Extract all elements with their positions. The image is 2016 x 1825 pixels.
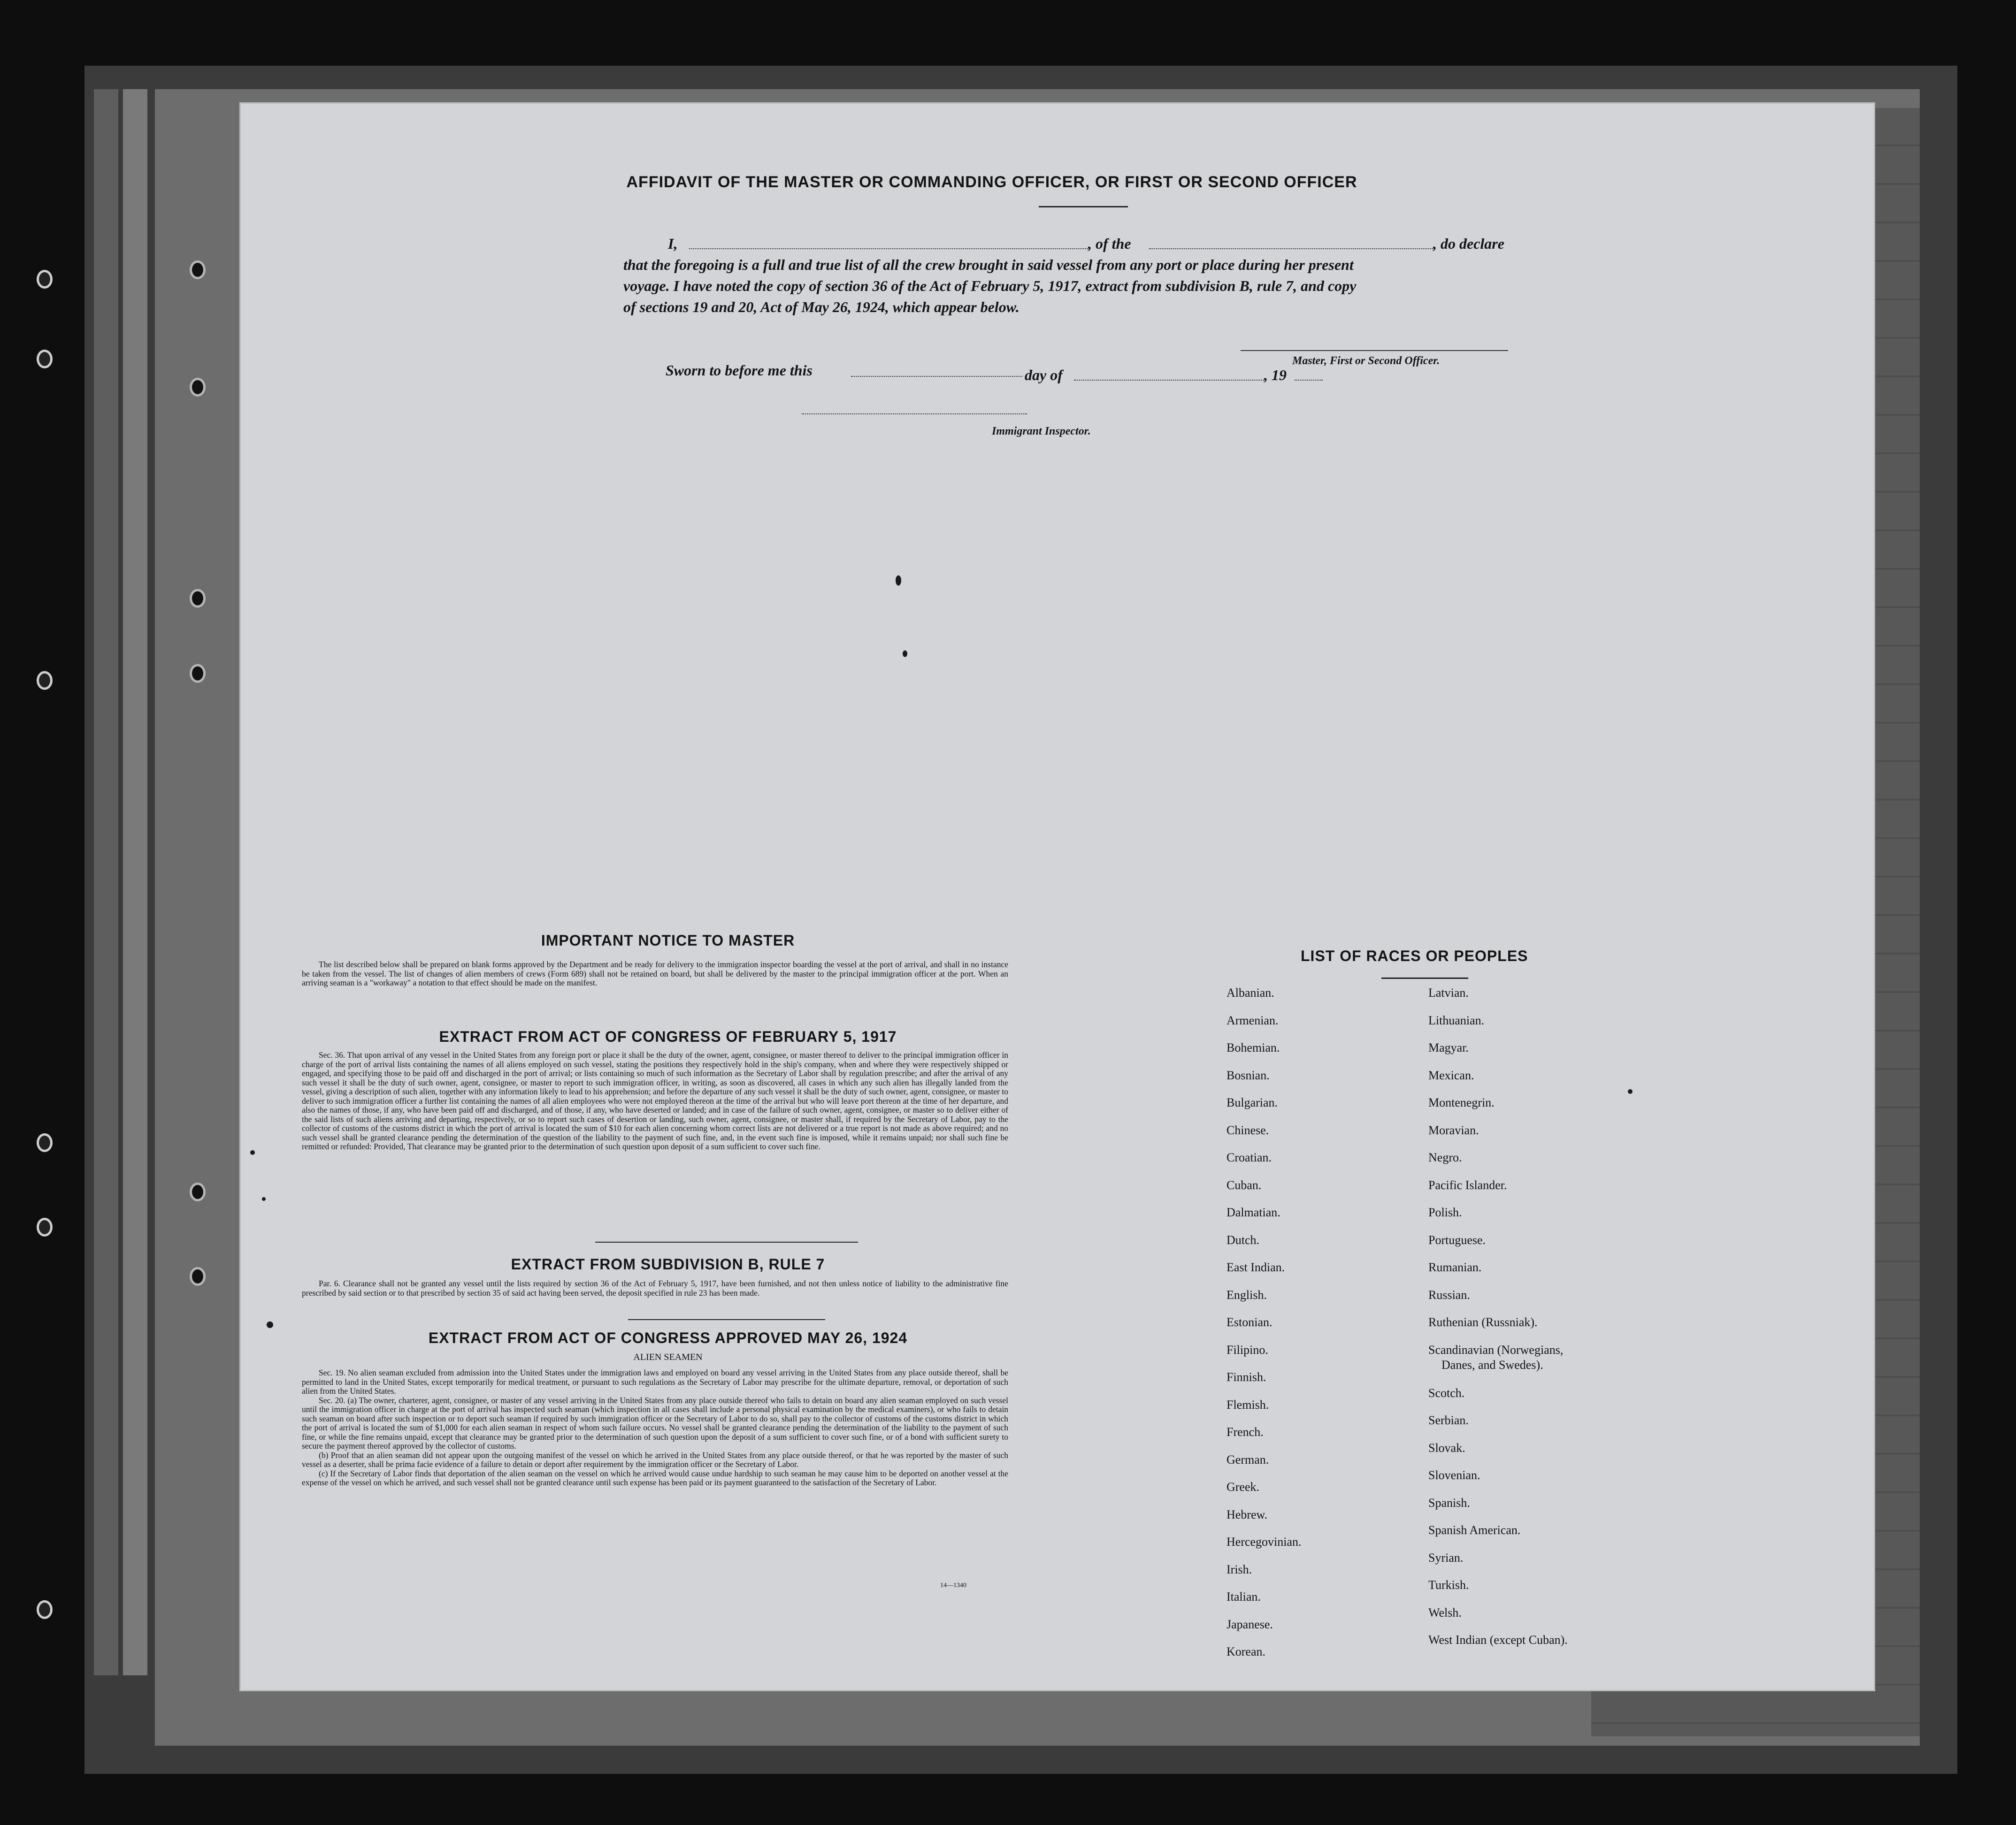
ink-speck <box>1628 1089 1633 1094</box>
extract-1917-body <box>302 1051 1008 1152</box>
race-item: Lithuanian. <box>1428 1014 1485 1027</box>
race-item: Estonian. <box>1226 1315 1272 1329</box>
race-item: Moravian. <box>1428 1123 1479 1137</box>
affidavit-of-the: , of the <box>1088 235 1131 252</box>
affidavit-declare: , do declare <box>1433 235 1504 252</box>
race-item: Filipino. <box>1226 1343 1268 1357</box>
race-item: Magyar. <box>1428 1041 1469 1054</box>
title-underline <box>1039 206 1128 207</box>
race-item: Hercegovinian. <box>1226 1535 1302 1549</box>
binder-hole-icon <box>190 664 206 683</box>
ink-speck <box>903 650 907 657</box>
race-item: Portuguese. <box>1428 1233 1486 1247</box>
race-item: Spanish American. <box>1428 1523 1521 1537</box>
races-title-underline <box>1381 977 1468 979</box>
sworn-month-blank <box>1074 380 1264 381</box>
alien-seamen-subtitle: ALIEN SEAMEN <box>633 1352 703 1362</box>
affidavit-i: I, <box>668 235 678 252</box>
section-36-paragraph: Sec. 36. That upon arrival of any vessel in the United States from any foreign port or place it shall be the duty of the owner, agent, consignee, or master thereof to deliver to the principal immigration officer in charge of the port of arrival lists containing the names of all aliens employed on such vessel, stating the positions they respectively hold in the ship's company, when and where they were respectively shipped or engaged, and specifying those to be paid off and discharged in the port of arrival; or lists containing so much of such information as the Secretary of Labor shall by regulation prescribe; and after the arrival of any such vessel it shall be the duty of such owner, agent, consignee, or master to report to such immigration officer, in writing, as soon as discovered, all cases in which any such alien has illegally landed from the vessel, giving a description of such alien, together with any information likely to lead to his apprehension; and before the departure of any such vessel it shall be the duty of such owner, agent, consignee, or master to deliver to such immigration officer a further list containing the names of all alien employees who were not employed thereon at the time of the arrival but who will leave port thereon at the time of her departure, and also the names of those, if any, who have been paid off and discharged, and of those, if any, who have deserted or landed; and in case of the failure of such owner, agent, consignee, or master so to deliver either of the said lists of such aliens arriving and departing, respectively, or so to report such cases of desertion or landing, such owner, agent, consignee, or master shall, if required by the Secretary of Labor, pay to the collector of customs of the customs district in which the port of arrival is located the sum of $10 for each alien concerning whom correct lists are not delivered or a true report is not made as above required; and no such vessel shall be granted clearance pending the determination of the question of the liability to the payment of such fine, and, in the event such fine is imposed, while it remains unpaid; nor shall such fine be remitted or refunded: Provided, That clearance may be granted prior to the determination of such question upon deposit of a sum sufficient to cover such fine. <box>302 1050 1008 1151</box>
race-item: Danes, and Swedes). <box>1441 1358 1543 1372</box>
binder-strip <box>123 89 147 1675</box>
binder-hole-icon <box>37 270 53 289</box>
race-item: Finnish. <box>1226 1370 1266 1384</box>
binder-strip <box>94 89 118 1675</box>
races-left-column <box>1226 986 1344 1680</box>
race-item: Slovenian. <box>1428 1468 1480 1482</box>
race-item: Cuban. <box>1226 1178 1262 1192</box>
race-item: Mexican. <box>1428 1069 1474 1082</box>
race-item: Flemish. <box>1226 1398 1269 1412</box>
affidavit-line-2: that the foregoing is a full and true list of all the crew brought in said vessel from any port or place during her present <box>623 256 1354 273</box>
race-item: Japanese. <box>1226 1618 1273 1631</box>
race-item: Dalmatian. <box>1226 1206 1280 1219</box>
race-item: Pacific Islander. <box>1428 1178 1507 1192</box>
race-item: Russian. <box>1428 1288 1470 1302</box>
race-item: Korean. <box>1226 1645 1266 1658</box>
race-item: Serbian. <box>1428 1413 1469 1427</box>
binder-hole-icon <box>37 671 53 690</box>
binder-hole-icon <box>190 589 206 608</box>
race-item: English. <box>1226 1288 1267 1302</box>
sworn-day-blank <box>851 376 1022 377</box>
race-item: Bosnian. <box>1226 1069 1270 1082</box>
race-item: Armenian. <box>1226 1014 1279 1027</box>
rule7-paragraph: Par. 6. Clearance shall not be granted any vessel until the lists required by section 36 of the Act of February 5, 1917, have been furnished, and not then unless notice of liability to the administrative fine prescribed by said section or to that prescribed by section 35 of said act having been served, the deposit specified in rule 23 has been made. <box>302 1279 1008 1298</box>
race-item: Welsh. <box>1428 1606 1462 1619</box>
sworn-label: Sworn to before me this <box>666 362 813 379</box>
race-item: Bulgarian. <box>1226 1096 1278 1109</box>
race-item: Scandinavian (Norwegians, <box>1428 1343 1564 1357</box>
notice-title: IMPORTANT NOTICE TO MASTER <box>541 932 795 949</box>
notice-body <box>302 960 1008 988</box>
binder-hole-icon <box>190 260 206 279</box>
race-item: Montenegrin. <box>1428 1096 1495 1109</box>
race-item: Hebrew. <box>1226 1508 1268 1521</box>
ink-speck <box>267 1321 273 1328</box>
race-item: Scotch. <box>1428 1386 1465 1400</box>
extract-1924-body <box>302 1368 1008 1488</box>
extract-1924-title: EXTRACT FROM ACT OF CONGRESS APPROVED MAY 26, 1924 <box>428 1329 908 1346</box>
race-item: Latvian. <box>1428 986 1469 1000</box>
race-item: Chinese. <box>1226 1123 1269 1137</box>
race-item: Syrian. <box>1428 1551 1464 1565</box>
race-item: German. <box>1226 1453 1269 1466</box>
section-20a-paragraph: Sec. 20. (a) The owner, charterer, agent, consignee, or master of any vessel arriving in the United States from any place outside thereof who fails to detain on board any alien seaman employed on such vessel until the immigration officer in charge at the port of arrival has inspected such seaman (which inspection in all cases shall include a personal physical examination by the medical examiners), or who fails to detain such seaman on board after such inspection or to deport such seaman if required by such immigration officer or the Secretary of Labor to do so, shall pay to the collector of customs of the customs district in which the port of arrival is located the sum of $1,000 for each alien seaman in respect of whom such failure occurs. No vessel shall be granted clearance pending the determination of the liability to the payment of such fine, or while the fine remains unpaid, except that clearance may be granted prior to the determination of such question upon the deposit of a sum sufficient to cover such fine, or of a bond with sufficient surety to secure the payment thereof approved by the collector of customs. <box>302 1395 1008 1451</box>
binder-hole-icon <box>190 378 206 397</box>
day-of-label: day of <box>1025 367 1063 383</box>
binder-hole-icon <box>37 350 53 368</box>
section-20b-paragraph: (b) Proof that an alien seaman did not appear upon the outgoing manifest of the vessel on which he arrived in the United States from any place outside thereof, or that he was reported by the master of such vessel as a deserter, shall be prima facie evidence of a failure to detain or deport after requirement by the immigration officer or the Secretary of Labor. <box>302 1450 1008 1469</box>
race-item: Irish. <box>1226 1563 1252 1576</box>
divider <box>628 1319 825 1320</box>
race-item: Bohemian. <box>1226 1041 1280 1054</box>
binder-hole-icon <box>37 1133 53 1152</box>
race-item: Dutch. <box>1226 1233 1260 1247</box>
races-title: LIST OF RACES OR PEOPLES <box>1301 947 1528 964</box>
race-item: Greek. <box>1226 1480 1260 1494</box>
sworn-year-blank <box>1295 380 1323 381</box>
year-label: , 19 <box>1264 367 1287 383</box>
ink-speck <box>896 575 901 586</box>
race-item: Albanian. <box>1226 986 1274 1000</box>
race-item: East Indian. <box>1226 1260 1285 1274</box>
form-number: 14—1340 <box>940 1582 966 1589</box>
affidavit-line-4: of sections 19 and 20, Act of May 26, 1924, which appear below. <box>623 298 1019 315</box>
notice-paragraph: The list described below shall be prepared on blank forms approved by the Department and be ready for delivery to the immigration inspector boarding the vessel at the port of arrival, and shall in no instance be taken from the vessel. The list of changes of alien members of crews (Form 689) shall not be retained on board, but shall be delivered by the master to the principal immigration officer at the port. When an arriving seaman is a "workaway" a notation to that effect should be made on the manifest. <box>302 960 1008 987</box>
vessel-blank <box>1149 248 1433 249</box>
race-item: Turkish. <box>1428 1578 1469 1592</box>
extract-1917-title: EXTRACT FROM ACT OF CONGRESS OF FEBRUARY 5, 1917 <box>439 1028 897 1045</box>
extract-rule7-title: EXTRACT FROM SUBDIVISION B, RULE 7 <box>511 1256 825 1273</box>
binder-hole-icon <box>190 1267 206 1286</box>
race-item: Italian. <box>1226 1590 1261 1604</box>
divider <box>595 1242 858 1243</box>
ink-speck <box>262 1197 266 1201</box>
section-20c-paragraph: (c) If the Secretary of Labor finds that deportation of the alien seaman on the vessel on which he arrived would cause undue hardship to such seaman he may cause him to be deported on another vessel at the expense of the vessel on which he arrived, and such vessel shall not be granted clearance until such expense has been paid or its payment guaranteed to the satisfaction of the Secretary of Labor. <box>302 1468 1008 1487</box>
extract-rule7-body <box>302 1279 1008 1298</box>
race-item: Spanish. <box>1428 1496 1470 1510</box>
affidavit-title: AFFIDAVIT OF THE MASTER OR COMMANDING OFFICER, OR FIRST OR SECOND OFFICER <box>626 173 1357 191</box>
document-sheet <box>239 102 1875 1691</box>
race-item: French. <box>1226 1425 1264 1439</box>
master-signature-label: Master, First or Second Officer. <box>1292 355 1440 367</box>
ink-speck <box>250 1150 255 1155</box>
race-item: Polish. <box>1428 1206 1462 1219</box>
binder-hole-icon <box>190 1183 206 1201</box>
inspector-signature-line <box>802 413 1027 414</box>
affidavit-line-3: voyage. I have noted the copy of section 36 of the Act of February 5, 1917, extract from subdivision B, rule 7, and copy <box>623 277 1357 294</box>
race-item: Ruthenian (Russniak). <box>1428 1315 1538 1329</box>
race-item: Rumanian. <box>1428 1260 1482 1274</box>
races-right-column <box>1428 986 1640 1680</box>
race-item: Negro. <box>1428 1151 1462 1164</box>
inspector-signature-label: Immigrant Inspector. <box>992 425 1091 437</box>
binder-hole-icon <box>37 1218 53 1237</box>
race-item: Slovak. <box>1428 1441 1465 1455</box>
race-item: Croatian. <box>1226 1151 1272 1164</box>
name-blank <box>689 248 1088 249</box>
master-signature-line <box>1241 350 1508 351</box>
race-item: West Indian (except Cuban). <box>1428 1633 1568 1647</box>
section-19-paragraph: Sec. 19. No alien seaman excluded from admission into the United States under the immigration laws and employed on board any vessel arriving in the United States from any place outside thereof, shall be permitted to land in the United States, except temporarily for medical treatment, or pursuant to such regulations as the Secretary of Labor may prescribe for the ultimate departure, removal, or deportation of such alien from the United States. <box>302 1368 1008 1396</box>
binder-hole-icon <box>37 1600 53 1619</box>
